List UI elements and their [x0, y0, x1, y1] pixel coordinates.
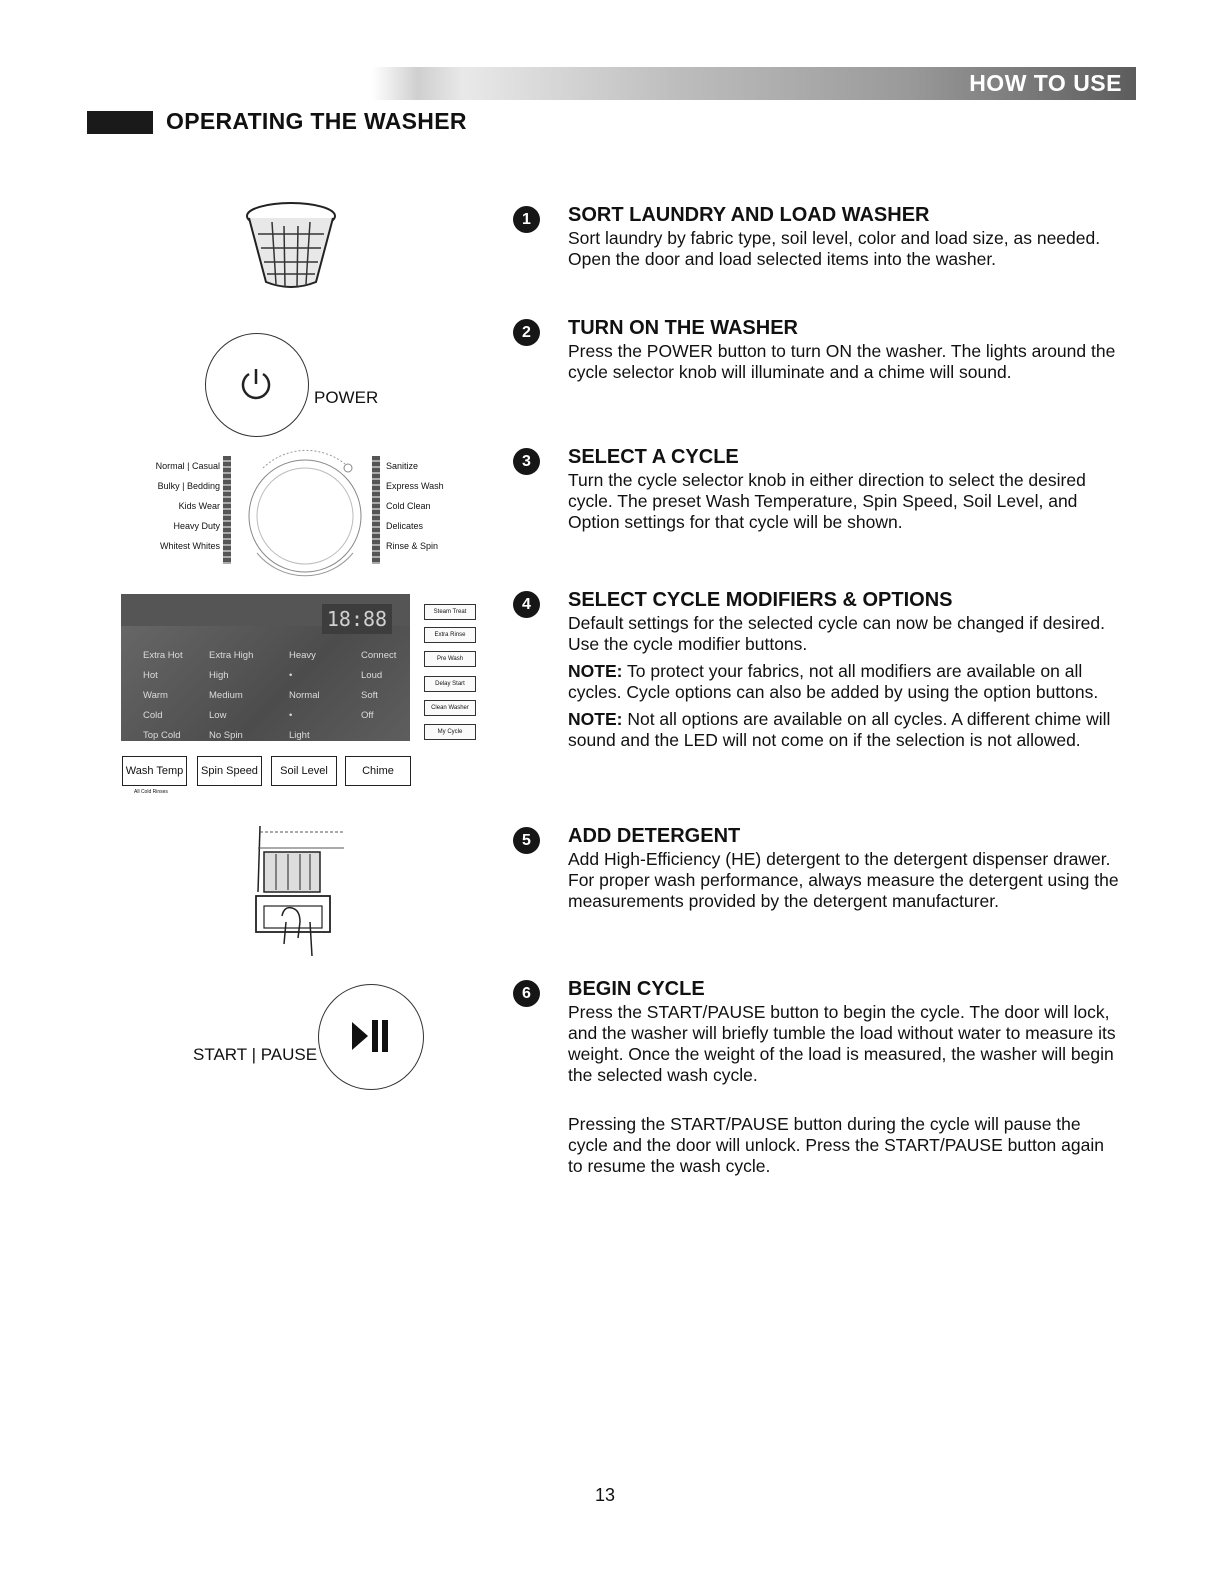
panel-option: Off	[361, 710, 374, 721]
step-body	[568, 849, 1123, 918]
step-body	[568, 341, 1123, 389]
step-title: TURN ON THE WASHER	[568, 317, 798, 339]
panel-option: Low	[209, 710, 227, 721]
laundry-basket-icon	[244, 198, 338, 290]
step-title: SORT LAUNDRY AND LOAD WASHER	[568, 204, 930, 226]
step-number-badge: 1	[513, 206, 540, 233]
panel-option: No Spin	[209, 730, 243, 741]
step-note	[568, 661, 1123, 703]
cycle-knob-icon	[235, 448, 375, 578]
step-text: Press the POWER button to turn ON the washer. The lights around the cycle selector knob will illuminate and a chime will sound.	[568, 341, 1116, 382]
step-text: Press the START/PAUSE button to begin the cycle. The door will lock, and the washer will briefly tumble the load without water to measure its weight. Once the weight of the load is measured, the washer will begin the selected wash cycle.	[568, 1002, 1116, 1085]
panel-option: Loud	[361, 670, 383, 681]
step-number-badge: 3	[513, 448, 540, 475]
cycle-indicator-bar	[372, 456, 380, 564]
step-text: Add High-Efficiency (HE) detergent to the detergent dispenser drawer. For proper wash performance, always measure the detergent using the measurements provided by the detergent manufacturer.	[568, 849, 1119, 911]
cycle-label: Whitest Whites	[159, 541, 220, 551]
spin-speed-button-illustration: Spin Speed	[197, 756, 262, 786]
page-number: 13	[595, 1485, 616, 1505]
step-body	[568, 613, 1123, 757]
delay-start-button-illustration: Delay Start	[424, 676, 476, 692]
cycle-label: Kids Wear	[178, 501, 220, 511]
soil-level-button-illustration: Soil Level	[271, 756, 337, 786]
step-number-badge: 2	[513, 319, 540, 346]
control-panel-illustration	[121, 594, 410, 741]
chime-column	[361, 646, 396, 726]
clean-washer-button-illustration: Clean Washer	[424, 700, 476, 716]
cycle-label: Express Wash	[386, 481, 444, 491]
note-text: Not all options are available on all cycles. A different chime will sound and the LED will not come on if the selection is not allowed.	[568, 709, 1111, 750]
soil-level-column	[289, 646, 320, 746]
wash-temp-button-illustration: Wash Temp	[122, 756, 187, 786]
cycle-selector-illustration	[140, 448, 460, 578]
step-body	[568, 470, 1123, 539]
panel-option: •	[289, 670, 293, 681]
step-title: BEGIN CYCLE	[568, 978, 705, 1000]
cycle-label: Bulky | Bedding	[157, 481, 220, 491]
extra-rinse-button-illustration: Extra Rinse	[424, 627, 476, 643]
step-text: Pressing the START/PAUSE button during the cycle will pause the cycle and the door will unlock. Press the START/PAUSE button again to resume the wash cycle.	[568, 1114, 1104, 1176]
play-pause-icon	[350, 1016, 392, 1056]
cycle-indicator-bar	[223, 456, 231, 564]
panel-option: Hot	[143, 670, 158, 681]
panel-option: Extra Hot	[143, 650, 183, 661]
all-cold-rinses-label: All Cold Rinses	[134, 789, 168, 795]
step-text: Default settings for the selected cycle can now be changed if desired. Use the cycle modifier buttons.	[568, 613, 1105, 654]
step-title: ADD DETERGENT	[568, 825, 741, 847]
step-body	[568, 228, 1123, 276]
pre-wash-button-illustration: Pre Wash	[424, 651, 476, 667]
step-number-badge: 5	[513, 827, 540, 854]
step-number-badge: 4	[513, 591, 540, 618]
cycle-label: Sanitize	[386, 461, 419, 471]
step-note	[568, 709, 1123, 751]
panel-option: Extra High	[209, 650, 254, 661]
step-text: Sort laundry by fabric type, soil level, color and load size, as needed. Open the door and load selected items into the washer.	[568, 228, 1101, 269]
spin-speed-column	[209, 646, 253, 746]
section-marker	[87, 111, 153, 134]
detergent-drawer-icon	[254, 826, 346, 958]
panel-option: Soft	[361, 690, 378, 701]
wash-temp-column	[143, 646, 183, 746]
note-label: NOTE:	[568, 661, 623, 681]
section-label: HOW TO USE	[969, 70, 1122, 96]
panel-option: Warm	[143, 690, 168, 701]
my-cycle-button-illustration: My Cycle	[424, 724, 476, 740]
panel-option: Connect	[361, 650, 397, 661]
panel-option: Cold	[143, 710, 163, 721]
cycle-list-left	[140, 456, 220, 556]
cycle-label: Delicates	[386, 521, 424, 531]
panel-option: Top Cold	[143, 730, 181, 741]
cycle-label: Heavy Duty	[173, 521, 220, 531]
power-icon	[238, 366, 274, 402]
panel-option: Light	[289, 730, 310, 741]
panel-option: Medium	[209, 690, 243, 701]
step-number-badge: 6	[513, 980, 540, 1007]
cycle-list-right	[386, 456, 466, 556]
led-display: 18:88	[322, 604, 392, 634]
power-label: POWER	[314, 388, 379, 407]
note-text: To protect your fabrics, not all modifiers are available on all cycles. Cycle options can also be added by using the option buttons.	[568, 661, 1099, 702]
step-body	[568, 1002, 1123, 1183]
chime-button-illustration: Chime	[345, 756, 411, 786]
panel-option: High	[209, 670, 229, 681]
step-text: Turn the cycle selector knob in either direction to select the desired cycle. The preset Wash Temperature, Spin Speed, Soil Level, and Option settings for that cycle will be shown.	[568, 470, 1086, 532]
cycle-label: Normal | Casual	[155, 461, 220, 471]
cycle-label: Cold Clean	[386, 501, 431, 511]
panel-option: Heavy	[289, 650, 316, 661]
start-pause-label: START | PAUSE	[193, 1045, 318, 1064]
note-label: NOTE:	[568, 709, 623, 729]
step-title: SELECT A CYCLE	[568, 446, 739, 468]
panel-option: •	[289, 710, 293, 721]
panel-option: Normal	[289, 690, 320, 701]
header-band	[372, 67, 1136, 100]
step-title: SELECT CYCLE MODIFIERS & OPTIONS	[568, 589, 953, 611]
page-title: OPERATING THE WASHER	[166, 108, 467, 134]
cycle-label: Rinse & Spin	[386, 541, 439, 551]
steam-treat-button-illustration: Steam Treat	[424, 604, 476, 620]
